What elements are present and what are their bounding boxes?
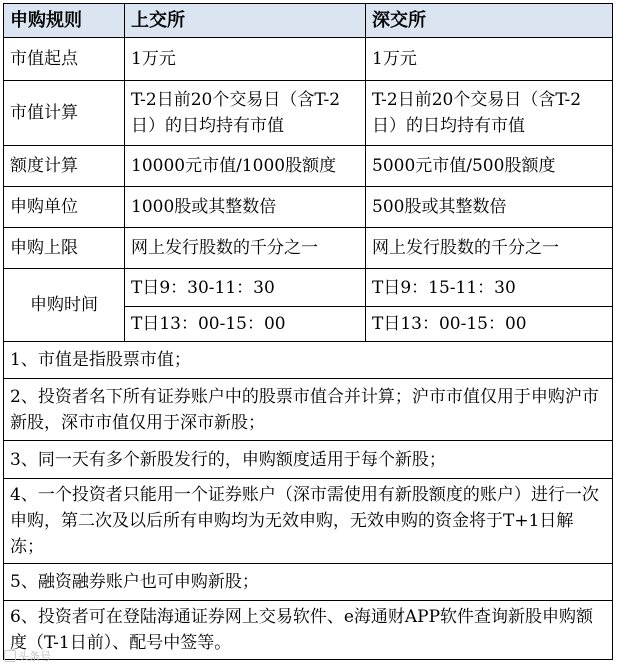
note-text: 2、投资者名下所有证券账户中的股票市值合并计算；沪市市值仅用于申购沪市新股，深市市值仅用于深市新股；	[4, 379, 613, 441]
row-subscription-limit	[4, 228, 613, 269]
row-label: 申购上限	[4, 228, 125, 269]
header-sse: 上交所	[125, 4, 366, 38]
note-text: 1、市值是指股票市值；	[4, 342, 613, 379]
note-text: 3、同一天有多个新股发行的，申购额度适用于每个新股；	[4, 441, 613, 479]
header-szse: 深交所	[366, 4, 613, 38]
note-text: 5、融资融券账户也可申购新股；	[4, 564, 613, 601]
ipo-rules-table	[3, 3, 613, 660]
row-subscription-time-morning	[4, 269, 613, 307]
row-market-value-calc	[4, 81, 613, 146]
row-label: 申购时间	[4, 269, 125, 342]
watermark	[4, 649, 51, 663]
szse-cell: 1万元	[366, 38, 613, 81]
note-row	[4, 601, 613, 660]
szse-cell: T日13：00-15：00	[366, 307, 613, 342]
note-row	[4, 342, 613, 379]
szse-cell: T日9：15-11：30	[366, 269, 613, 307]
sse-cell: T日13：00-15：00	[125, 307, 366, 342]
note-row	[4, 379, 613, 441]
note-text: 4、一个投资者只能用一个证券账户（深市需使用有新股额度的账户）进行一次申购，第二次及以后所有申购均为无效申购，无效申购的资金将于T+1日解冻；	[4, 479, 613, 564]
row-label: 市值起点	[4, 38, 125, 81]
header-row	[4, 4, 613, 38]
sse-cell: 1万元	[125, 38, 366, 81]
szse-cell: 网上发行股数的千分之一	[366, 228, 613, 269]
szse-cell: 500股或其整数倍	[366, 187, 613, 228]
row-label: 申购单位	[4, 187, 125, 228]
note-row	[4, 564, 613, 601]
watermark-text: 头条号	[18, 650, 51, 663]
sse-cell: T日9：30-11：30	[125, 269, 366, 307]
row-label: 额度计算	[4, 146, 125, 187]
sse-cell: T-2日前20个交易日（含T-2日）的日均持有市值	[125, 81, 366, 146]
header-rule: 申购规则	[4, 4, 125, 38]
sse-cell: 1000股或其整数倍	[125, 187, 366, 228]
szse-cell: 5000元市值/500股额度	[366, 146, 613, 187]
watermark-logo-icon	[4, 650, 16, 662]
note-row	[4, 441, 613, 479]
row-market-value-start	[4, 38, 613, 81]
row-label: 市值计算	[4, 81, 125, 146]
sse-cell: 10000元市值/1000股额度	[125, 146, 366, 187]
sse-cell: 网上发行股数的千分之一	[125, 228, 366, 269]
row-subscription-unit	[4, 187, 613, 228]
szse-cell: T-2日前20个交易日（含T-2日）的日均持有市值	[366, 81, 613, 146]
note-text: 6、投资者可在登陆海通证券网上交易软件、e海通财APP软件查询新股申购额度（T-1日前）、配号中签等。	[4, 601, 613, 660]
note-row	[4, 479, 613, 564]
row-quota-calc	[4, 146, 613, 187]
